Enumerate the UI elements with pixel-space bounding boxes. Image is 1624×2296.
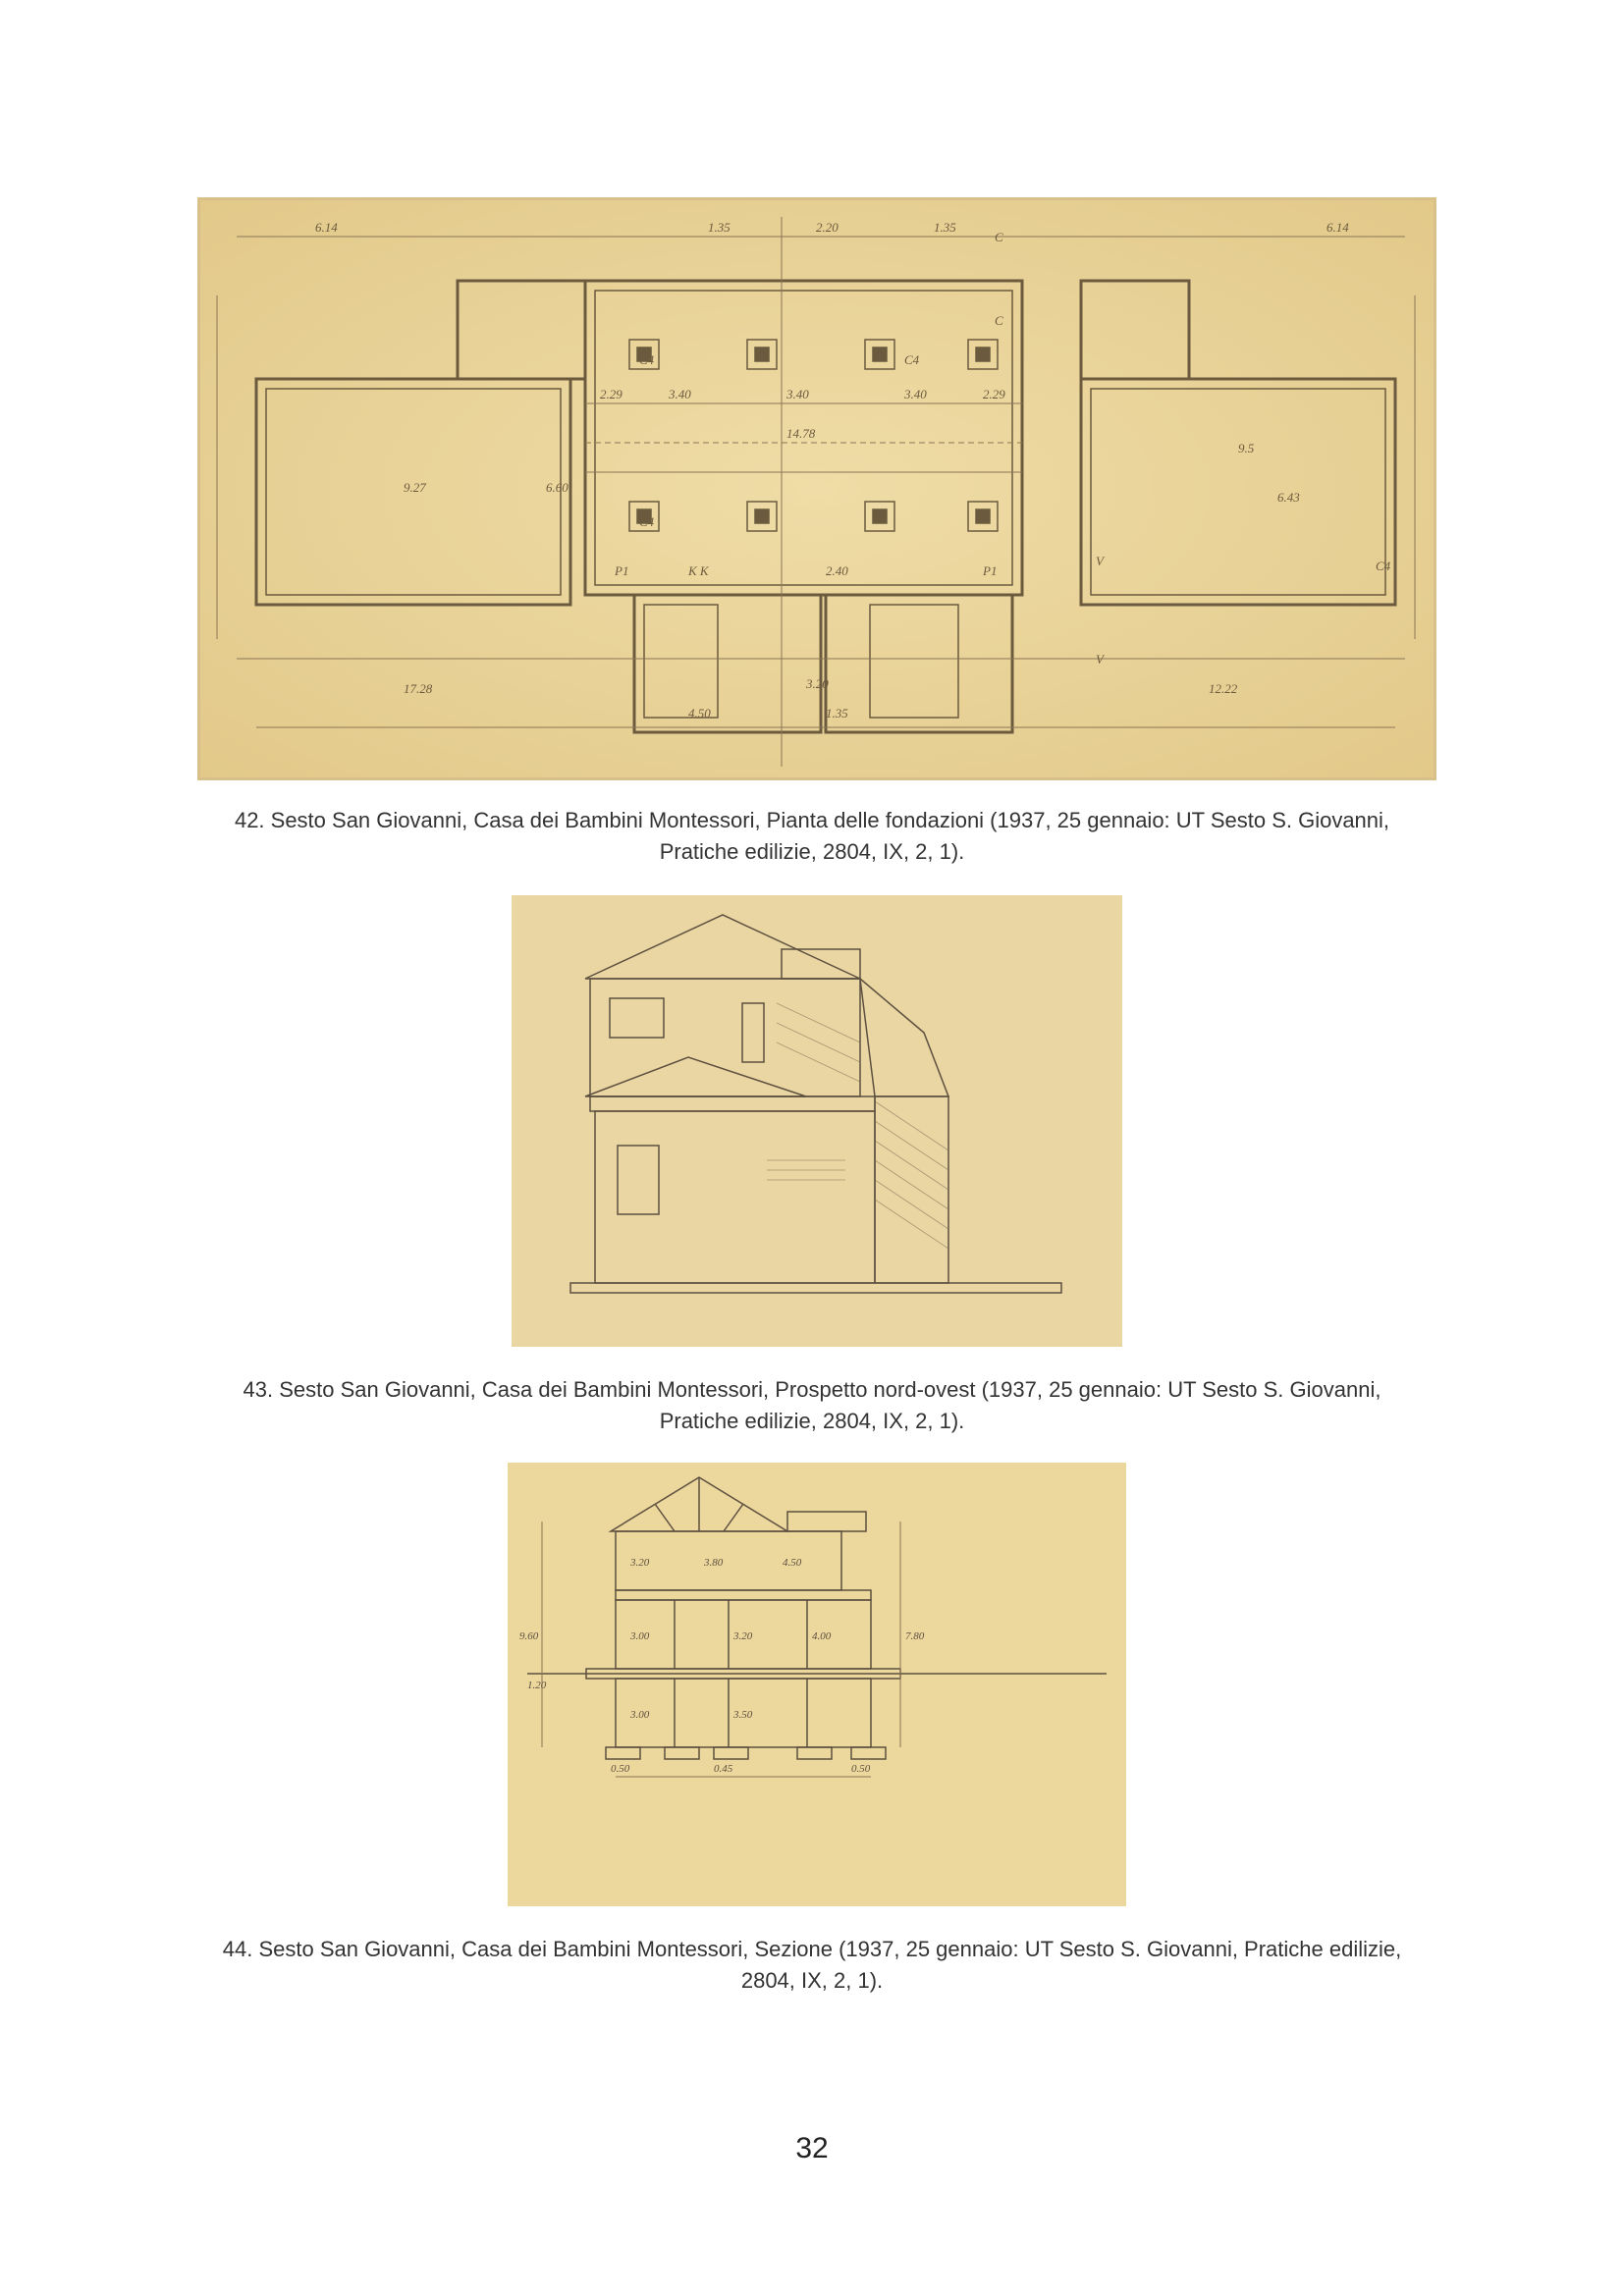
section-dim-label: 0.50 [851,1763,871,1775]
section-dim-label: 3.80 [704,1557,724,1569]
plan-dim-label: V [1096,554,1104,568]
caption-line: 2804, IX, 2, 1). [740,1968,884,1993]
plan-dim-label: P1 [615,563,629,578]
plan-dim-label: K K [688,563,709,578]
plan-dim-label: 4.50 [688,706,711,721]
section-dim-label: 3.20 [733,1630,753,1642]
plan-dim-label: 3.20 [806,676,829,691]
caption-line: 42. Sesto San Giovanni, Casa dei Bambini Montessori, Pianta delle fondazioni (1937, 25 gennaio: UT Sesto S. Giovanni, [234,808,1390,832]
plan-dim-label: 1.35 [826,706,848,721]
figure-42-caption [196,805,1428,868]
caption-line: Pratiche edilizie, 2804, IX, 2, 1). [659,1409,965,1433]
plan-dim-label: C4 [1376,559,1391,573]
plan-dim-label: 2.29 [600,387,623,401]
figure-43-elevation [512,895,1122,1347]
plan-dim-label: 2.20 [816,220,839,235]
section-dim-label: 1.20 [527,1680,547,1691]
figure-44-section [508,1463,1126,1906]
section-dim-label: 4.50 [783,1557,802,1569]
section-dim-label: 3.20 [630,1557,650,1569]
figure-42-foundation-plan [197,197,1436,780]
plan-dim-label: 9.27 [404,480,426,495]
page-number: 32 [795,2132,829,2164]
plan-dim-label: 12.22 [1209,681,1238,696]
section-dim-label: 4.00 [812,1630,832,1642]
plan-dim-label: 3.40 [669,387,691,401]
section-dim-label: 0.50 [611,1763,630,1775]
plan-dim-label: 9.5 [1238,441,1255,455]
section-drawing [508,1463,1126,1906]
plan-dim-label: 2.40 [826,563,848,578]
plan-dim-label: P1 [983,563,998,578]
plan-dim-label: 6.43 [1277,490,1300,505]
figure-44-caption [196,1934,1428,1997]
plan-dim-label: 6.60 [546,480,568,495]
plan-dim-label: C4 [639,514,655,529]
caption-line: Pratiche edilizie, 2804, IX, 2, 1). [659,839,965,864]
section-dim-label: 0.45 [714,1763,733,1775]
plan-dim-label: 6.14 [315,220,338,235]
plan-dim-label: 3.40 [904,387,927,401]
plan-dim-label: 6.14 [1326,220,1349,235]
plan-dim-label: C [995,230,1003,244]
caption-line: 43. Sesto San Giovanni, Casa dei Bambini Montessori, Prospetto nord-ovest (1937, 25 gennaio: UT Sesto S. Giovanni, [243,1377,1381,1402]
plan-dim-label: C [995,313,1003,328]
plan-dim-label: C4 [639,352,655,367]
section-dim-label: 3.50 [733,1709,753,1721]
section-dim-label: 7.80 [905,1630,925,1642]
plan-dim-label: 2.29 [983,387,1005,401]
foundation-plan-drawing [197,197,1436,780]
elevation-drawing [512,895,1122,1347]
plan-dim-label: 3.40 [786,387,809,401]
section-dim-label: 9.60 [519,1630,539,1642]
caption-line: 44. Sesto San Giovanni, Casa dei Bambini Montessori, Sezione (1937, 25 gennaio: UT Sesto S. Giovanni, Pratiche edilizie, [222,1937,1402,1961]
plan-dim-label: 1.35 [934,220,956,235]
plan-dim-label: 17.28 [404,681,433,696]
section-dim-label: 3.00 [630,1630,650,1642]
plan-dim-label: 1.35 [708,220,731,235]
plan-dim-label: C4 [904,352,920,367]
plan-dim-label: 14.78 [786,426,816,441]
section-dim-label: 3.00 [630,1709,650,1721]
figure-43-caption [196,1374,1428,1437]
plan-dim-label: V [1096,652,1104,667]
